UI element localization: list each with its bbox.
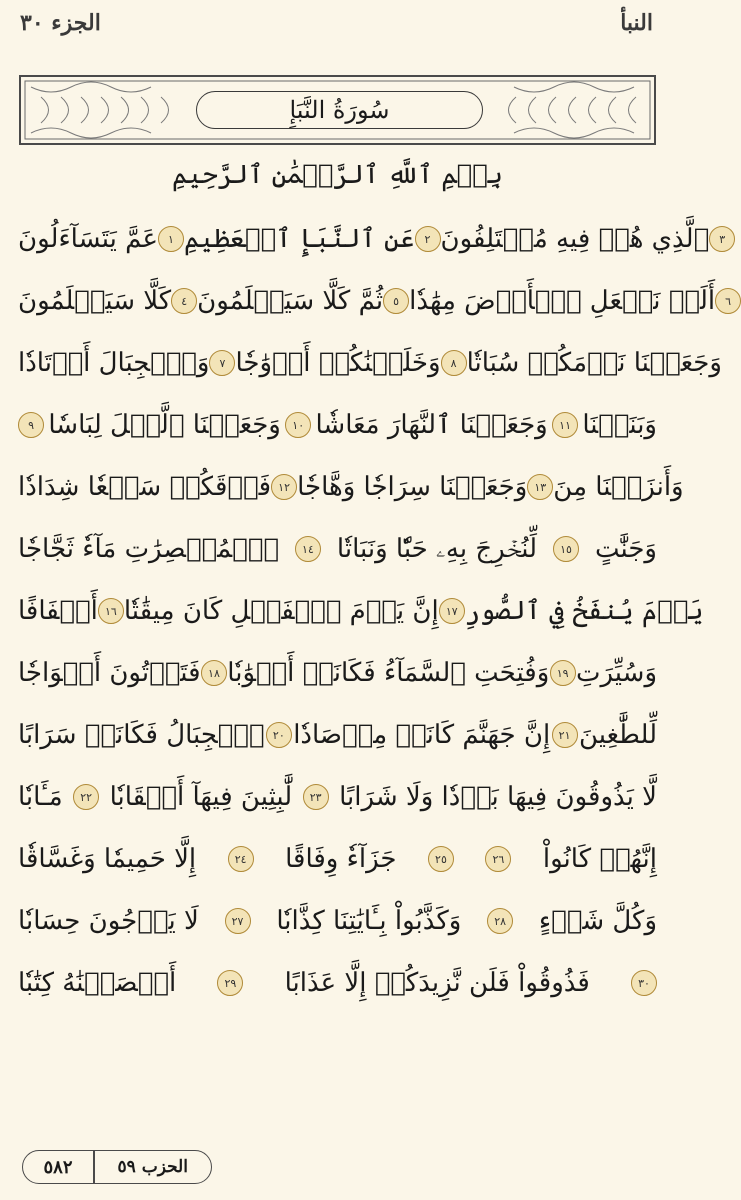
ayah-lines <box>18 208 732 1014</box>
ayah-number-marker: ٢١ <box>552 722 578 748</box>
ayah-number-marker: ١٦ <box>98 598 124 624</box>
ayah-number-marker: ٢٤ <box>228 846 254 872</box>
footer-divider <box>93 1150 95 1184</box>
ayah-text: إِنَّهُمۡ كَانُواْ <box>542 844 657 874</box>
ayah-number-marker: ٨ <box>441 350 467 376</box>
ayah-number-marker: ٧ <box>209 350 235 376</box>
ayah-number-marker: ١٣ <box>527 474 553 500</box>
page-footer <box>22 1150 212 1184</box>
ayah-text: ٱلۡجِبَالُ فَكَانَتۡ سَرَابًا <box>18 720 265 750</box>
text-line <box>18 518 657 580</box>
text-line <box>18 890 657 952</box>
ayah-number-marker: ٢ <box>415 226 441 252</box>
ayah-number-marker: ٩ <box>18 412 44 438</box>
ayah-number-marker: ٢٢ <box>73 784 99 810</box>
surah-cartouche <box>196 91 483 129</box>
ayah-text: وَكُلَّ شَيۡءٍ <box>538 906 657 936</box>
ayah-text: إِلَّا حَمِيمٗا وَغَسَّاقٗا <box>18 844 197 874</box>
ayah-text: عَمَّ يَتَسَآءَلُونَ <box>18 224 158 254</box>
ayah-text: وَخَلَقۡنَٰكُمۡ أَزۡوَٰجٗا <box>235 348 441 378</box>
ayah-text: وَكَذَّبُواْ بِـَٔايَٰتِنَا كِذَّابٗا <box>276 906 462 936</box>
ayah-text: لِّنُخۡرِجَ بِهِۦ حَبّٗا وَنَبَاتٗا <box>336 534 538 564</box>
ayah-text: لَّا يَذُوقُونَ فِيهَا بَرۡدٗا وَلَا شَرَابًا <box>339 782 657 812</box>
ayah-number-marker: ٢٠ <box>266 722 292 748</box>
surah-title-frame <box>19 75 656 145</box>
ayah-text: لَا يَرۡجُونَ حِسَابٗا <box>18 906 199 936</box>
page-number: ٥٨٢ <box>43 1156 73 1178</box>
ayah-number-marker: ٢٧ <box>225 908 251 934</box>
ayah-text: فَتَأۡتُونَ أَفۡوَاجٗا <box>18 658 201 688</box>
text-line <box>18 456 684 518</box>
ayah-number-marker: ٤ <box>171 288 197 314</box>
ayah-number-marker: ٢٥ <box>428 846 454 872</box>
text-line <box>18 828 657 890</box>
ayah-text: وَجَعَلۡنَا سِرَاجٗا وَهَّاجٗا <box>297 472 528 502</box>
text-line <box>18 642 657 704</box>
ayah-number-marker: ٢٦ <box>485 846 511 872</box>
ayah-number-marker: ١٢ <box>271 474 297 500</box>
ayah-text: وَجَعَلۡنَا ٱلنَّهَارَ مَعَاشٗا <box>315 410 548 440</box>
ayah-text: كَلَّا سَيَعۡلَمُونَ <box>18 286 172 316</box>
ayah-text: فَذُوقُواْ فَلَن نَّزِيدَكُمۡ إِلَّا عَذَابًا <box>284 968 590 998</box>
ayah-text: أَحۡصَيۡنَٰهُ كِتَٰبٗا <box>18 968 177 998</box>
text-line <box>18 208 726 270</box>
basmala: بِسۡمِ ٱللَّهِ ٱلرَّحۡمَٰنِ ٱلرَّحِيمِ <box>172 160 503 190</box>
ayah-number-marker: ١٥ <box>553 536 579 562</box>
juz-label: الجزء ٣٠ <box>20 10 101 36</box>
ayah-number-marker: ١٨ <box>201 660 227 686</box>
text-line <box>18 332 722 394</box>
ayah-text: وَجَعَلۡنَا نَوۡمَكُمۡ سُبَاتٗا <box>466 348 722 378</box>
text-line <box>18 580 704 642</box>
ayah-text: فَوۡقَكُمۡ سَبۡعٗا شِدَادٗا <box>18 472 272 502</box>
ayah-number-marker: ١ <box>158 226 184 252</box>
surah-title: سُورَةُ النَّبَإِ <box>289 96 390 124</box>
ayah-text: إِنَّ جَهَنَّمَ كَانَتۡ مِرۡصَادٗا <box>293 720 551 750</box>
ayah-number-marker: ٣ <box>709 226 735 252</box>
ayah-text: مَـَٔابٗا <box>18 782 63 812</box>
ayah-text: إِنَّ يَوۡمَ ٱلۡفَصۡلِ كَانَ مِيقَٰتٗا <box>123 596 439 626</box>
ayah-number-marker: ٢٣ <box>303 784 329 810</box>
ayah-text: وَجَعَلۡنَا ٱلَّيۡلَ لِبَاسٗا <box>48 410 281 440</box>
text-line <box>18 394 657 456</box>
ayah-text: ٱلَّذِي هُمۡ فِيهِ مُخۡتَلِفُونَ <box>440 224 710 254</box>
ayah-text: أَلۡفَافًا <box>18 596 98 626</box>
ayah-number-marker: ٥ <box>383 288 409 314</box>
ayah-number-marker: ٢٨ <box>487 908 513 934</box>
ayah-text: عَنِ ٱلنَّبَإِ ٱلۡعَظِيمِ <box>183 224 415 254</box>
ayah-text: وَفُتِحَتِ ٱلسَّمَآءُ فَكَانَتۡ أَبۡوَٰبٗا <box>227 658 550 688</box>
ayah-text: أَلَمۡ نَجۡعَلِ ٱلۡأَرۡضَ مِهَٰدٗا <box>409 286 716 316</box>
ayah-number-marker: ١٧ <box>439 598 465 624</box>
ayah-text: ثُمَّ كَلَّا سَيَعۡلَمُونَ <box>197 286 384 316</box>
ayah-text: لَّٰبِثِينَ فِيهَآ أَحۡقَابٗا <box>109 782 293 812</box>
ayah-text: وَٱلۡجِبَالَ أَوۡتَادٗا <box>18 348 210 378</box>
ayah-text: وَجَنَّٰتٍ <box>594 534 657 564</box>
ayah-number-marker: ١١ <box>552 412 578 438</box>
text-line <box>18 766 657 828</box>
surah-header-name: النبأ <box>620 10 653 36</box>
ayah-number-marker: ٢٩ <box>217 970 243 996</box>
ayah-text: ٱلۡمُعۡصِرَٰتِ مَآءٗ ثَجَّاجٗا <box>18 534 279 564</box>
ayah-text: وَسُيِّرَتِ <box>575 658 657 688</box>
ayah-number-marker: ١٩ <box>550 660 576 686</box>
text-line <box>18 704 657 766</box>
ayah-number-marker: ٣٠ <box>631 970 657 996</box>
ayah-number-marker: ١٤ <box>295 536 321 562</box>
hizb-label: الحزب ٥٩ <box>117 1157 188 1177</box>
ayah-number-marker: ٦ <box>715 288 741 314</box>
ayah-number-marker: ١٠ <box>285 412 311 438</box>
ayah-text: جَزَآءٗ وِفَاقًا <box>285 844 397 874</box>
text-line <box>18 270 732 332</box>
ayah-text: وَبَنَيۡنَا <box>582 410 657 440</box>
text-line <box>18 952 657 1014</box>
ayah-text: لِّلطَّٰغِينَ <box>578 720 657 750</box>
ayah-text: وَأَنزَلۡنَا مِنَ <box>553 472 684 502</box>
ayah-text: يَوۡمَ يُنفَخُ فِي ٱلصُّورِ <box>464 596 704 626</box>
